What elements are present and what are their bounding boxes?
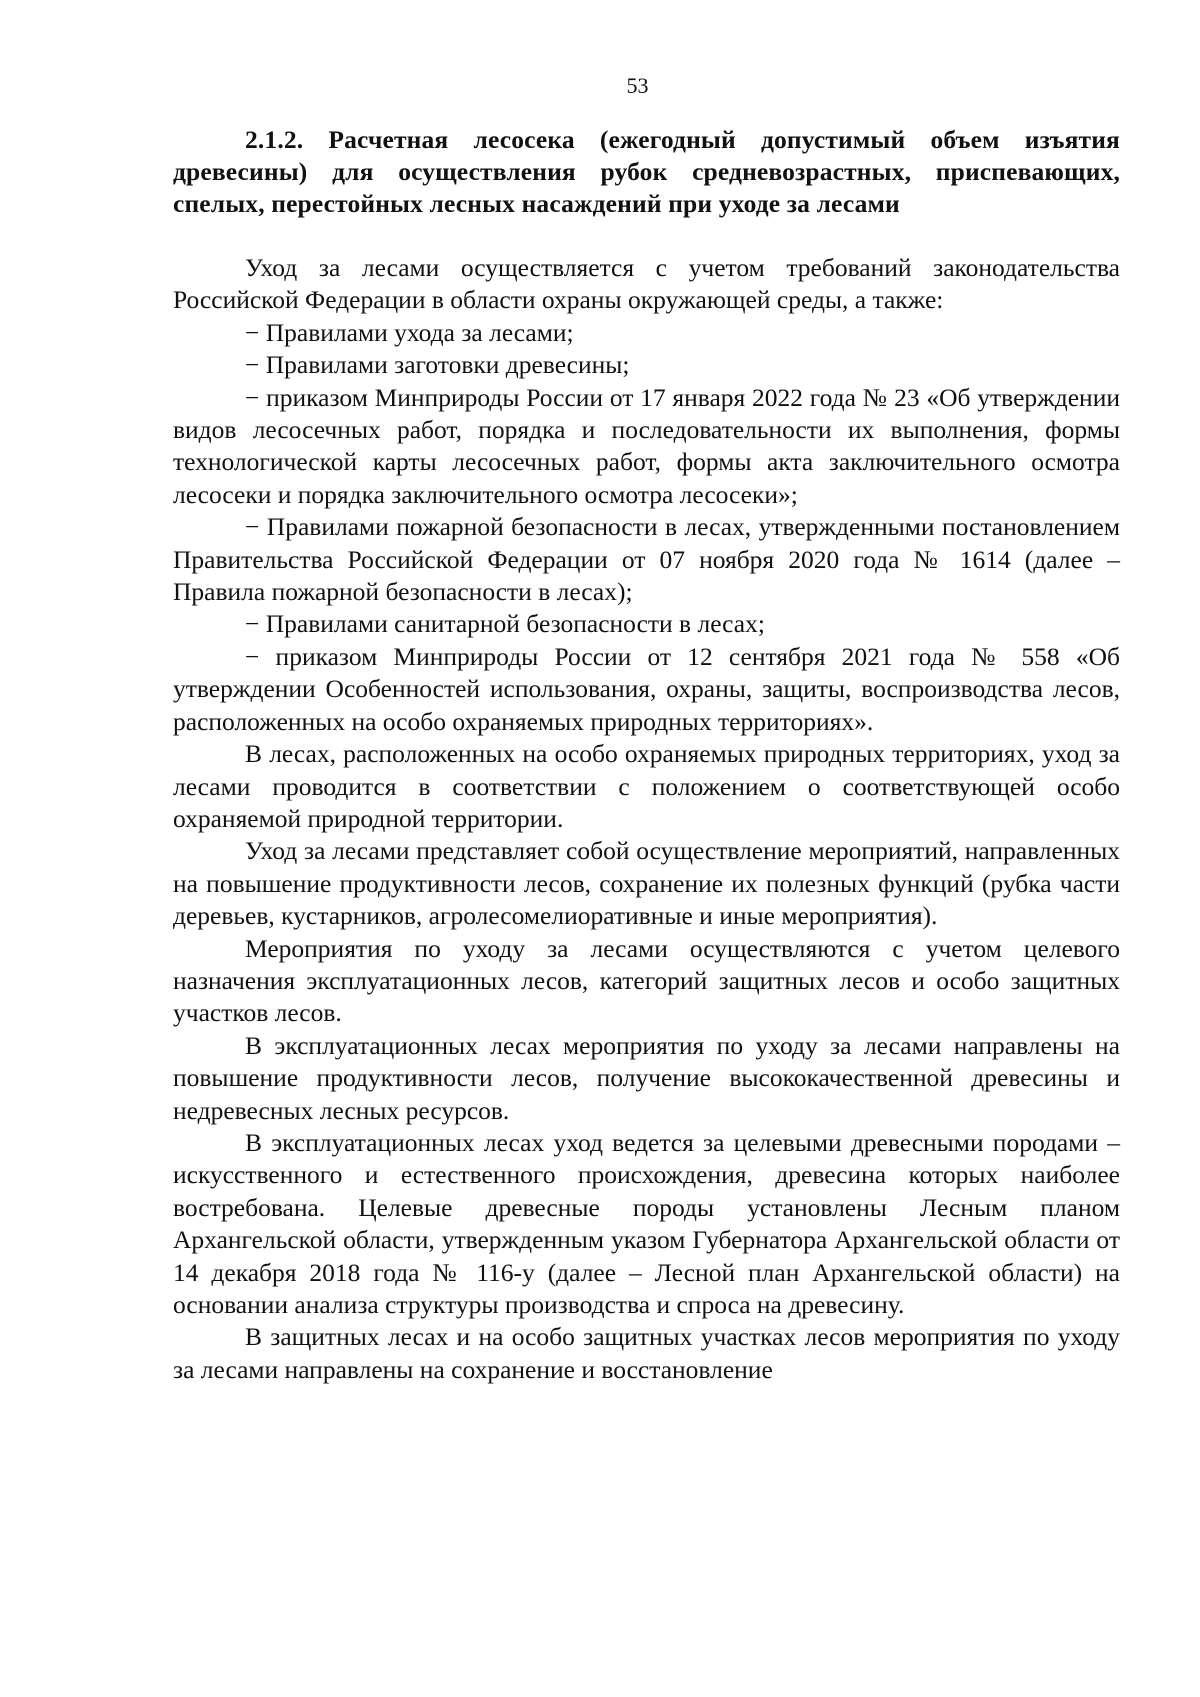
paragraph-intro: Уход за лесами осуществляется с учетом требований законодательства Российской Федерации в области охраны окружающей среды, а также: — [173, 253, 1120, 315]
paragraph-measures-purpose: Мероприятия по уходу за лесами осуществляются с учетом целевого назначения эксплуатационных лесов, категорий защитных лесов и особо защитных участков лесов. — [173, 933, 1120, 1028]
paragraph-protective-forests: В защитных лесах и на особо защитных участках лесов мероприятия по уходу за лесами направлены на сохранение и восстановление — [173, 1322, 1120, 1384]
paragraph-forest-care-definition: Уход за лесами представляет собой осуществление мероприятий, направленных на повышение продуктивности лесов, сохранение их полезных функций (рубка части деревьев, кустарников, агролесомелиоративные и иные мероприятия). — [173, 836, 1120, 931]
list-item-care-rules: − Правилами ухода за лесами; — [245, 317, 574, 347]
list-item-sanitary-rules: − Правилами санитарной безопасности в лесах; — [245, 609, 765, 639]
list-item-order-558: − приказом Минприроды России от 12 сентября 2021 года № 558 «Об утверждении Особенностей использования, охраны, защиты, воспроизводства лесов, расположенных на особо охраняемых природных территориях». — [173, 641, 1120, 736]
paragraph-protected-areas: В лесах, расположенных на особо охраняемых природных территориях, уход за лесами проводится в соответствии с положением о соответствующей особо охраняемой природной территории. — [173, 739, 1120, 833]
list-item-harvest-rules: − Правилами заготовки древесины; — [245, 350, 630, 380]
section-heading: 2.1.2. Расчетная лесосека (ежегодный допустимый объем изъятия древесины) для осуществления рубок средневозрастных, приспевающих, спелых, перестойных лесных насаждений при уходе за лесами — [173, 125, 1120, 218]
list-item-fire-safety-rules: − Правилами пожарной безопасности в лесах, утвержденными постановлением Правительства Российской Федерации от 07 ноября 2020 года № 1614 (далее – Правила пожарной безопасности в лесах); — [173, 512, 1120, 607]
document-body — [173, 252, 1120, 1386]
document-page — [173, 0, 1120, 1697]
list-item-order-23: − приказом Минприроды России от 17 января 2022 года № 23 «Об утверждении видов лесосечных работ, порядка и последовательности их выполнения, формы технологической карты лесосечных работ, формы акта заключительного осмотра лесосеки и порядка заключительного осмотра лесосеки»; — [173, 382, 1120, 509]
paragraph-target-species: В эксплуатационных лесах уход ведется за целевыми древесными породами – искусственного и естественного происхождения, древесина которых наиболее востребована. Целевые древесные породы установлены Лесным планом Архангельской области, утвержденным указом Губернатора Архангельской области от 14 декабря 2018 года № 116-у (далее – Лесной план Архангельской области) на основании анализа структуры производства и спроса на древесину. — [173, 1127, 1120, 1319]
paragraph-exploitation-forests: В эксплуатационных лесах мероприятия по уходу за лесами направлены на повышение продуктивности лесов, получение высококачественной древесины и недревесных лесных ресурсов. — [173, 1030, 1120, 1125]
page-number: 53 — [626, 73, 649, 98]
